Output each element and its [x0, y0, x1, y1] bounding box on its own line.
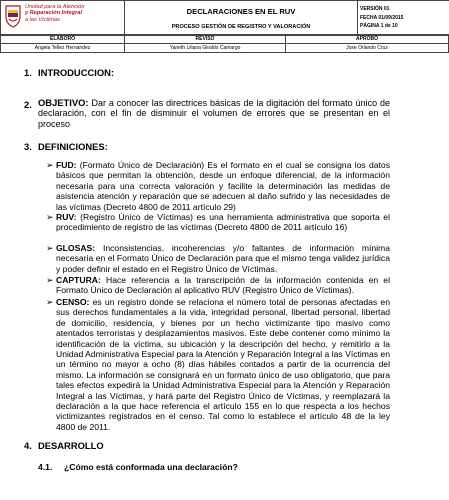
version-label: VERSIÓN 01	[360, 6, 390, 13]
subsection-4-1-number: 4.1.	[38, 462, 53, 472]
bullet-icon: ➢	[46, 160, 54, 170]
unidad-victimas-logo-icon	[4, 4, 22, 28]
process-name: PROCESO GESTIÓN DE REGISTRO Y VALORACIÓN	[171, 24, 311, 30]
section-3-title: DEFINICIONES:	[38, 141, 108, 152]
reviso-header: REVISÓ	[125, 35, 286, 44]
page-label: PÁGINA 1 de 10	[360, 23, 398, 30]
signoff-table	[0, 34, 449, 53]
definition-term: RUV:	[56, 212, 77, 222]
subsection-4-1-title: ¿Cómo está conformada una declaración?	[64, 462, 238, 472]
definition-captura	[56, 275, 390, 296]
document-title: DECLARACIONES EN EL RUV	[186, 7, 296, 16]
definition-fud	[56, 160, 390, 212]
definition-text: (Registro Único de Víctimas) es una herramienta administrativa que soporta el procedimiento de registro de las víctimas (Decreto 4800 de 2011 artículo 16)	[56, 212, 390, 233]
definition-text: Hace referencia a la transcripción de la información contenida en el Formato Único de Declaración al aplicativo RUV (Registro Único de Víctimas).	[56, 275, 390, 296]
definition-text: es un registro donde se relaciona el número total de personas afectadas en sus derechos fundamentales a la vida, integridad personal, libertad personal, libertad de domicilio, residencia, y bienes por un hecho victimizante tipo masivo como atentados terroristas y desplazamientos masivos. Este debe contener como mínimo la identificación de la víctima, su ubicación y la descripción del hecho, y remitirlo a la Unidad Administrativa Especial para la Atención y Reparación Integral a las Víctimas en un término no mayor a ocho (8) días hábiles contados a partir de la ocurrencia del mismo. La información se consignará en un formato único de uso obligatorio, que para tales efectos expedirá la Unidad Administrativa Especial para la Atención y Reparación Integral a las Víctimas, y hará parte del Registro Único de Víctimas, y reemplazará la declaración a la que hace referencia el artículo 155 en lo que respecta a los hechos victimizantes registrados en el censo. Tal como lo establece el artículo 48 de la ley 4800 de 2011.	[56, 297, 390, 432]
definition-censo	[56, 297, 390, 432]
objective-paragraph	[38, 98, 390, 129]
elaboro-name: Angela Tellez Hernandez	[1, 44, 125, 53]
definition-term: CAPTURA:	[56, 275, 101, 285]
definition-text: Inconsistencias, incoherencias y/o faltantes de información mínima necesaria en el Formato Único de Declaración para que el mismo tenga validez jurídica y poder definir el estado en el Registro Único de Víctimas.	[56, 243, 390, 274]
definition-term: CENSO:	[56, 297, 90, 307]
section-3-number: 3.	[24, 141, 32, 152]
definition-text: (Formato Único de Declaración) Es el formato en el cual se consigna los datos básicos que permitan la obtención, desde un enfoque diferencial, de la información necesaria para una correcta valoración y facilite la determinación las medidas de asistencia atención y reparación que se adecuen al daño sufrido y las necesidades de las víctimas (Decreto 4800 de 2011 artículo 29)	[56, 160, 390, 212]
definition-glosas	[56, 243, 390, 274]
logo-cell	[1, 1, 125, 36]
section-4-title: DESARROLLO	[38, 440, 104, 451]
objective-label: OBJETIVO:	[38, 97, 89, 108]
aprobo-header: APROBÓ	[286, 35, 449, 44]
bullet-icon: ➢	[46, 243, 54, 253]
objective-text: Dar a conocer las directrices básicas de la digitación del formato único de declaración, con el fin de disminuir el volumen de errores que se presentan en el proceso	[38, 98, 390, 129]
reviso-name: Yaneth Liliana Giraldo Camargo	[125, 44, 286, 53]
bullet-icon: ➢	[46, 275, 54, 285]
meta-cell	[358, 1, 449, 36]
aprobo-name: Jose Orlando Cruz	[286, 44, 449, 53]
section-4-number: 4.	[24, 440, 32, 451]
bullet-icon: ➢	[46, 212, 54, 222]
bullet-icon: ➢	[46, 297, 54, 307]
elaboro-header: ELABORÓ	[1, 35, 125, 44]
title-cell	[125, 1, 358, 36]
section-1-number: 1.	[24, 67, 32, 78]
logo-text: Unidad para la Atención y Reparación Integral a las Víctimas	[25, 4, 85, 23]
definition-term: FUD:	[56, 160, 77, 170]
definition-ruv	[56, 212, 390, 233]
definition-term: GLOSAS:	[56, 243, 96, 253]
section-2-number: 2.	[24, 99, 32, 110]
date-label: FECHA 01/09/2015	[360, 14, 404, 21]
section-1-title: INTRODUCCION:	[38, 67, 115, 78]
document-header	[0, 0, 449, 36]
